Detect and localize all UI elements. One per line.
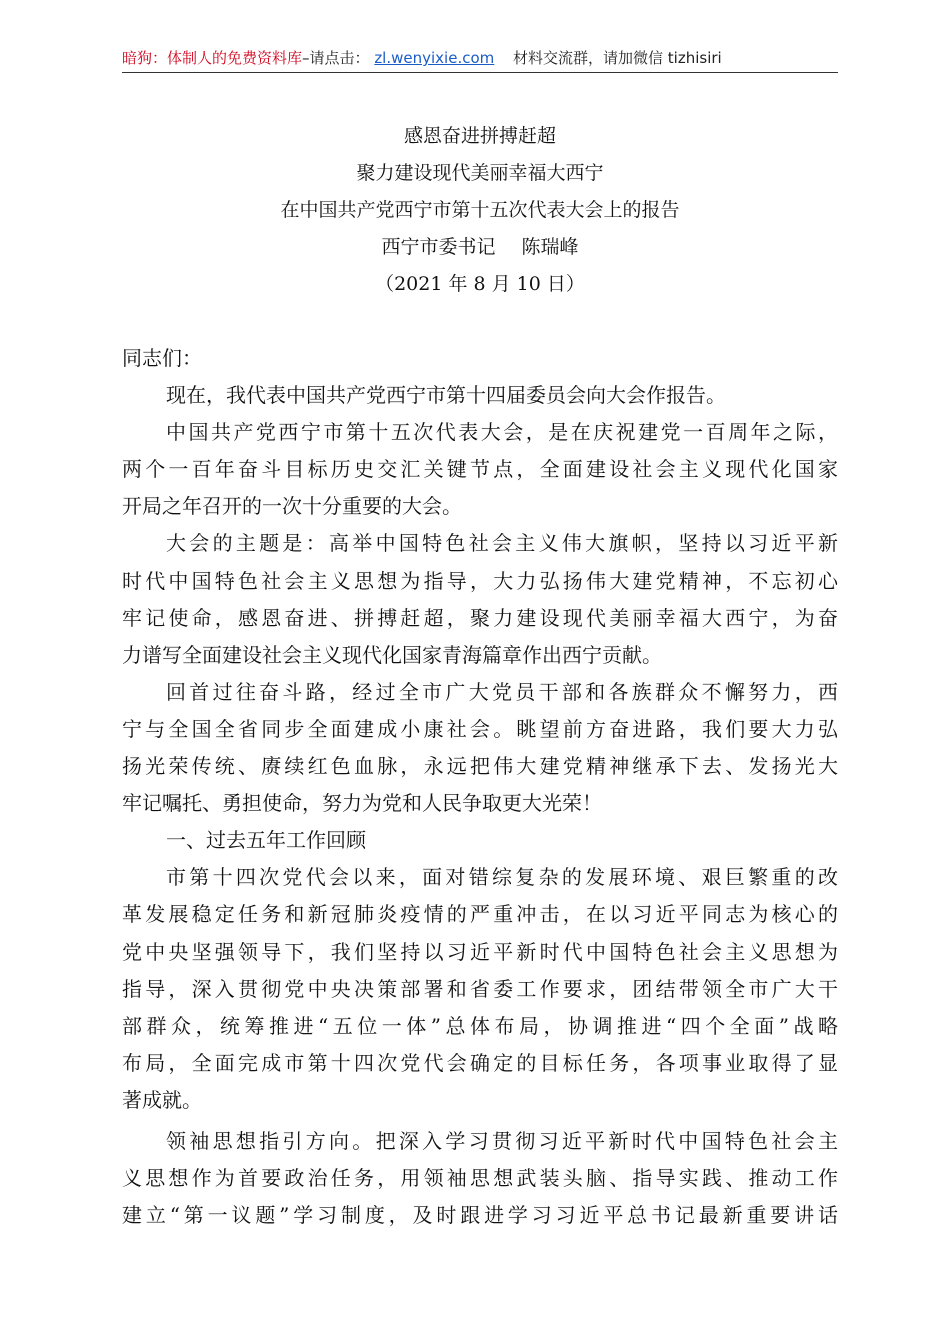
paragraph-4-line: 扬光荣传统、赓续红色血脉，永远把伟大建党精神继承下去、发扬光大 <box>122 754 838 779</box>
paragraph-5-line: 著成就。 <box>122 1087 202 1112</box>
salutation: 同志们： <box>122 346 202 370</box>
paragraph-3-line: 大会的主题是：高举中国特色社会主义伟大旗帜，坚持以习近平新 <box>166 531 838 556</box>
document-body <box>122 340 838 1234</box>
paragraph-6-line: 领袖思想指引方向。把深入学习贯彻习近平新时代中国特色社会主 <box>166 1128 838 1153</box>
paragraph-6-line: 义思想作为首要政治任务，用领袖思想武装头脑、指导实践、推动工作 <box>122 1166 838 1191</box>
document-title-block <box>122 118 838 303</box>
paragraph-4-line: 宁与全国全省同步全面建成小康社会。眺望前方奋进路，我们要大力弘 <box>122 716 838 741</box>
paragraph-2-line: 两个一百年奋斗目标历史交汇关键节点，全面建设社会主义现代化国家 <box>122 457 838 482</box>
header-brand: 暗狗：体制人的免费资料库 <box>122 49 303 67</box>
paragraph-5-line: 布局，全面完成市第十四次党代会确定的目标任务，各项事业取得了显 <box>122 1050 838 1075</box>
section-heading-1: 一、过去五年工作回顾 <box>166 828 366 853</box>
author-role: 西宁市委书记 <box>381 236 496 258</box>
paragraph-1-line: 现在，我代表中国共产党西宁市第十四届委员会向大会作报告。 <box>166 383 726 408</box>
paragraph-6-line: 建立“第一议题”学习制度，及时跟进学习习近平总书记最新重要讲话 <box>122 1203 838 1228</box>
paragraph-4-line: 回首过往奋斗路，经过全市广大党员干部和各族群众不懈努力，西 <box>166 679 838 704</box>
header-link[interactable]: zl.wenyixie.com <box>374 49 495 67</box>
paragraph-3-line: 力谱写全面建设社会主义现代化国家青海篇章作出西宁贡献。 <box>122 642 662 667</box>
paragraph-5-line: 指导，深入贯彻党中央决策部署和省委工作要求，团结带领全市广大干 <box>122 976 838 1001</box>
paragraph-3-line: 时代中国特色社会主义思想为指导，大力弘扬伟大建党精神，不忘初心 <box>122 568 838 593</box>
paragraph-5-line: 部群众，统筹推进“五位一体”总体布局，协调推进“四个全面”战略 <box>122 1013 838 1038</box>
paragraph-5-line: 党中央坚强领导下，我们坚持以习近平新时代中国特色社会主义思想为 <box>122 939 838 964</box>
paragraph-5-line: 革发展稳定任务和新冠肺炎疫情的严重冲击，在以习近平同志为核心的 <box>122 902 838 927</box>
author-line <box>122 229 838 266</box>
title-line-1: 感恩奋进拼搏赶超 <box>403 125 556 147</box>
title-line-2: 聚力建设现代美丽幸福大西宁 <box>356 162 604 184</box>
paragraph-4-line: 牢记嘱托、勇担使命，努力为党和人民争取更大光荣！ <box>122 791 602 816</box>
header-divider <box>122 72 838 73</box>
paragraph-2-line: 中国共产党西宁市第十五次代表大会，是在庆祝建党一百周年之际， <box>166 420 838 445</box>
report-date: （2021 年 8 月 10 日） <box>375 273 585 295</box>
paragraph-5-line: 市第十四次党代会以来，面对错综复杂的发展环境、艰巨繁重的改 <box>166 865 838 890</box>
header-contact: 材料交流群，请加微信 tizhisiri <box>513 49 722 67</box>
paragraph-3-line: 牢记使命，感恩奋进、拼搏赶超，聚力建设现代美丽幸福大西宁，为奋 <box>122 605 838 630</box>
watermark-header <box>122 47 838 69</box>
title-line-3: 在中国共产党西宁市第十五次代表大会上的报告 <box>280 199 680 221</box>
paragraph-2-line: 开局之年召开的一次十分重要的大会。 <box>122 494 462 519</box>
header-prompt: –请点击： <box>302 49 370 67</box>
author-name: 陈瑞峰 <box>521 236 579 258</box>
